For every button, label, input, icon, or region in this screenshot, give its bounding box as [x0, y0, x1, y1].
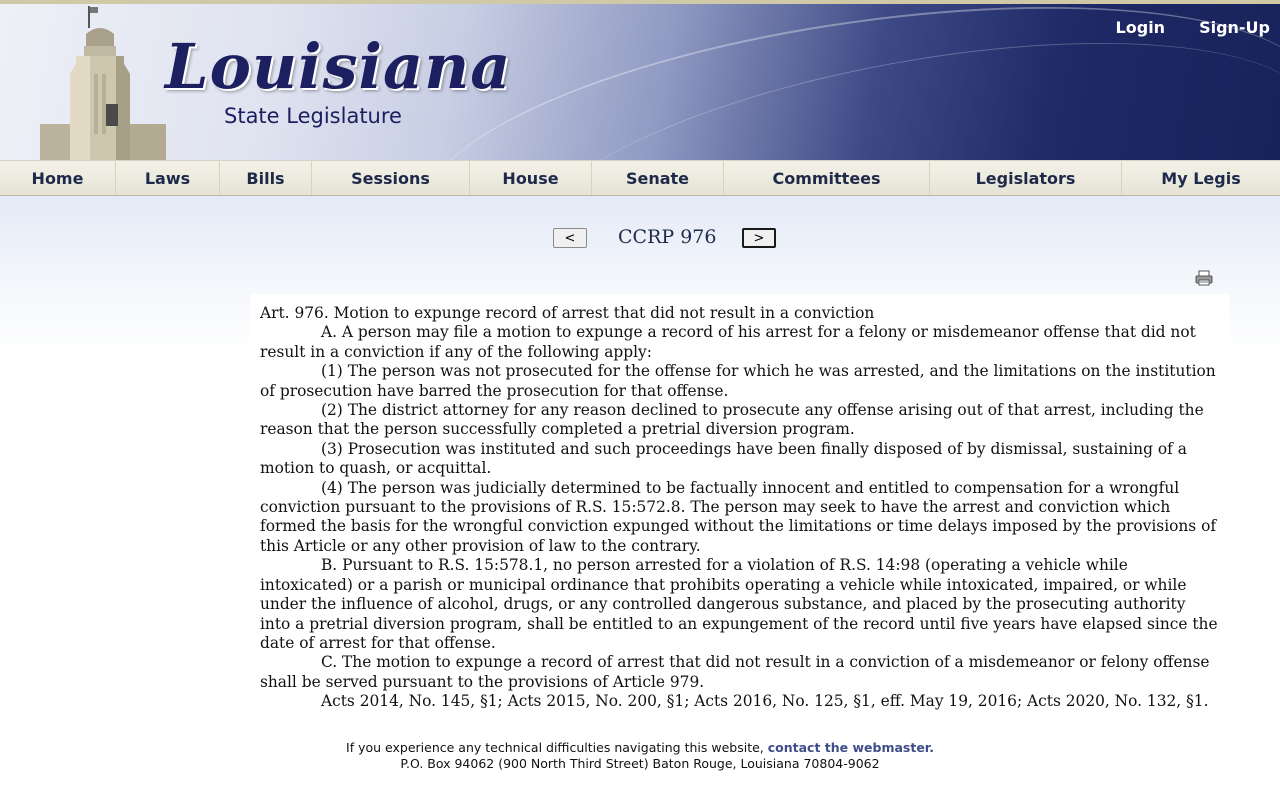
law-paragraph: A. A person may file a motion to expunge a record of his arrest for a felony or misdemeanor offense that did not result in a conviction if any of the following apply: [260, 323, 1196, 361]
law-paragraph: B. Pursuant to R.S. 15:578.1, no person arrested for a violation of R.S. 14:98 (operating a vehicle while intoxicated) or a parish or municipal ordinance that prohibits operating a vehicle while intoxicated, impaired, or while under the influence of alcohol, drugs, or any controlled dangerous substance, and placed by the prosecuting authority into a pretrial diversion program, shall be entitled to an expungement of the record until five years have elapsed since the date of arrest for that offense. [260, 556, 1218, 652]
law-text [250, 294, 1230, 734]
law-history-note: Acts 2014, No. 145, §1; Acts 2015, No. 200, §1; Acts 2016, No. 125, §1, eff. May 19, 2016; Acts 2020, No. 132, §1. [321, 692, 1209, 711]
nav-item-home[interactable]: Home [0, 161, 116, 195]
law-paragraph: (4) The person was judicially determined to be factually innocent and entitled to compensation for a wrongful conviction pursuant to the provisions of R.S. 15:572.8. The person may seek to have the arrest and conviction which formed the basis for the wrongful conviction expunged without the limitations or time delays imposed by the provisions of this Article or any other provision of law to the contrary. [260, 478, 1217, 555]
nav-item-house[interactable]: House [470, 161, 592, 195]
law-paragraph: (1) The person was not prosecuted for the offense for which he was arrested, and the limitations on the institution of prosecution have barred the prosecution for that offense. [260, 362, 1216, 400]
capitol-building-icon [30, 4, 170, 160]
next-law-button[interactable]: > [742, 228, 776, 248]
previous-law-button[interactable]: < [553, 228, 587, 248]
nav-item-committees[interactable]: Committees [724, 161, 930, 195]
nav-item-my-legis[interactable]: My Legis [1161, 168, 1241, 188]
banner-top-border [0, 0, 1280, 4]
nav-item-laws[interactable]: Laws [116, 161, 220, 195]
law-heading: Art. 976. Motion to expunge record of arrest that did not result in a conviction [260, 304, 875, 322]
footer-support-text: If you experience any technical difficulties navigating this website, [346, 740, 768, 755]
law-paragraph: (2) The district attorney for any reason declined to prosecute any offense arising out of that arrest, including the reason that the person successfully completed a pretrial diversion program. [260, 401, 1204, 439]
contact-webmaster-link[interactable]: contact the webmaster. [767, 740, 934, 755]
nav-item-legislators[interactable]: Legislators [930, 161, 1122, 195]
main-nav [0, 160, 1280, 196]
nav-item-sessions[interactable]: Sessions [312, 161, 470, 195]
law-paragraph: (3) Prosecution was instituted and such proceedings have been finally disposed of by dismissal, sustaining of a motion to quash, or acquittal. [260, 439, 1187, 478]
site-logo-subtitle[interactable]: State Legislature [224, 104, 402, 128]
site-banner [0, 0, 1280, 160]
site-logo-title[interactable]: Louisiana [165, 30, 512, 103]
login-link[interactable]: Login [1115, 18, 1166, 37]
law-paragraph: C. The motion to expunge a record of arrest that did not result in a conviction of a misdemeanor or felony offense shall be served pursuant to the provisions of Article 979. [260, 653, 1210, 691]
footer-support-line [0, 740, 1280, 756]
signup-link[interactable]: Sign-Up [1199, 18, 1270, 37]
site-footer [0, 740, 1280, 772]
account-links [1116, 18, 1270, 37]
printer-icon[interactable] [1195, 270, 1213, 286]
nav-item-bills[interactable]: Bills [220, 161, 312, 195]
law-citation-title: CCRP 976 [618, 226, 717, 248]
nav-item-senate[interactable]: Senate [592, 161, 724, 195]
footer-address: P.O. Box 94062 (900 North Third Street) Baton Rouge, Louisiana 70804-9062 [400, 756, 880, 771]
